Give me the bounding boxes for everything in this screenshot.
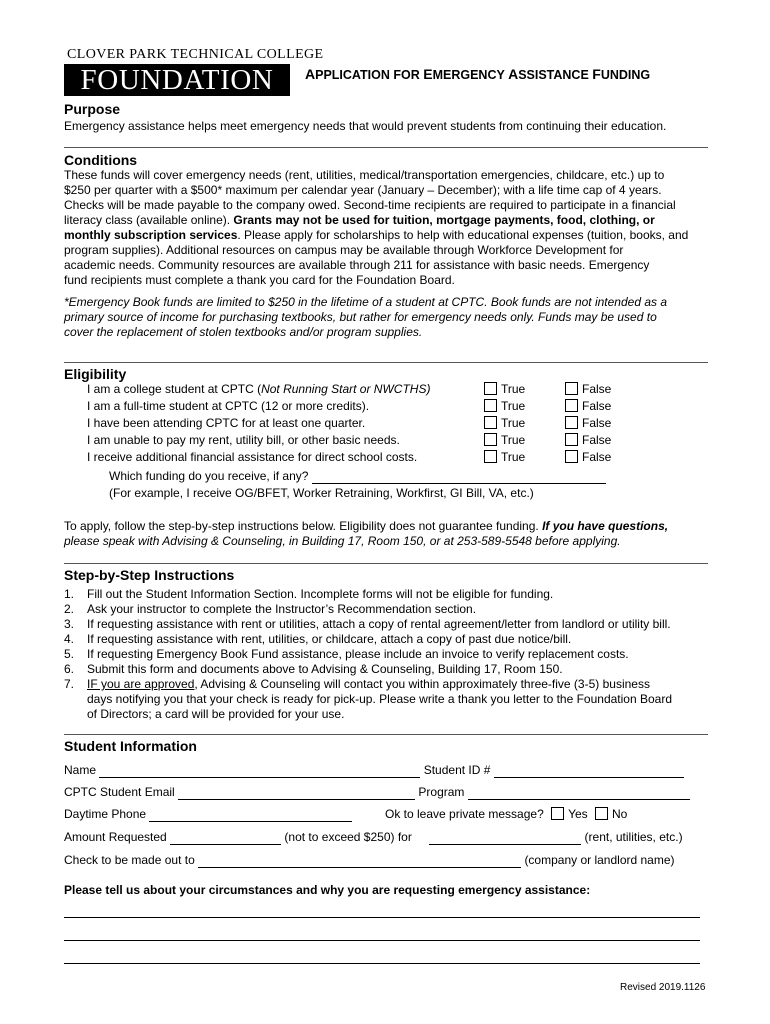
student-info-heading: Student Information [64, 738, 197, 754]
false-option[interactable] [565, 449, 611, 466]
ok-message-label: Ok to leave private message? [385, 807, 544, 821]
conditions-line: These funds will cover emergency needs (rent, utilities, medical/transportation emergencies, childcare, etc.) up to [64, 168, 665, 182]
title-a-rest: PPLICATION FOR [315, 68, 424, 82]
note-line: cover the replacement of stolen textbooks and/or program supplies. [64, 325, 423, 339]
eligibility-row [87, 449, 687, 466]
false-label: False [582, 450, 612, 464]
step7-line: of Directors; a card will be provided for your use. [87, 707, 345, 721]
purpose-heading: Purpose [64, 101, 121, 117]
true-checkbox[interactable] [484, 416, 497, 429]
conditions-line5-bold: monthly subscription services [64, 228, 238, 242]
page-title [305, 66, 650, 82]
conditions-line: academic needs. Community resources are available through 211 for assistance with basic needs. Emergency [64, 258, 650, 272]
which-funding-label: Which funding do you receive, if any? [109, 469, 309, 483]
program-label: Program [418, 785, 465, 799]
program-field[interactable] [468, 787, 690, 800]
false-checkbox[interactable] [565, 399, 578, 412]
step-text [87, 677, 707, 722]
step7-rest: , Advising & Counseling will contact you within approximately three-five (3-5) business [194, 677, 650, 691]
email-label: CPTC Student Email [64, 785, 175, 799]
conditions-line4-bold: Grants may not be used for tuition, mortgage payments, food, clothing, or [233, 213, 655, 227]
statement-pre: I am a college student at CPTC ( [87, 382, 262, 396]
yes-checkbox[interactable] [551, 807, 564, 820]
no-checkbox[interactable] [595, 807, 608, 820]
step-number: 5. [64, 647, 75, 661]
title-a2-rest: SSISTANCE [518, 68, 593, 82]
conditions-line: program supplies). Additional resources on campus may be available through Workforce Development for [64, 243, 624, 257]
title-a: A [305, 66, 316, 82]
conditions-line: Checks will be made payable to the company owed. Second-time recipients are required to participate in a financial [64, 198, 676, 212]
title-f: F [592, 66, 601, 82]
step7-line: days notifying you that your check is ready for pick-up. Please write a thank you letter to the Foundation Board [87, 692, 672, 706]
company-landlord-text: (company or landlord name) [524, 853, 675, 867]
conditions-line: fund recipients must complete a thank you card for the Foundation Board. [64, 273, 455, 287]
step-text: Submit this form and documents above to Advising & Counseling, Building 17, Room 150. [87, 662, 563, 676]
true-checkbox[interactable] [484, 433, 497, 446]
true-option[interactable] [484, 432, 525, 449]
false-option[interactable] [565, 398, 611, 415]
payee-field[interactable] [198, 855, 521, 868]
which-funding-input[interactable] [312, 471, 606, 484]
true-label: True [501, 416, 526, 430]
step-text: If requesting Emergency Book Fund assistance, please include an invoice to verify replacement costs. [87, 647, 629, 661]
funding-example: (For example, I receive OG/BFET, Worker Retraining, Workfirst, GI Bill, VA, etc.) [109, 486, 534, 500]
title-a2: A [508, 66, 519, 82]
title-f-rest: UNDING [600, 68, 651, 82]
apply-bold: If you have questions, [542, 519, 669, 533]
amount-label: Amount Requested [64, 830, 167, 844]
amount-row [64, 829, 683, 845]
false-label: False [582, 399, 612, 413]
false-option[interactable] [565, 432, 611, 449]
eligibility-statement [87, 382, 430, 396]
phone-field[interactable] [149, 809, 352, 822]
divider [64, 147, 708, 148]
email-field[interactable] [178, 787, 415, 800]
step-item [64, 677, 704, 722]
true-option[interactable] [484, 415, 525, 432]
conditions-line: $250 per quarter with a $500* maximum per calendar year (January – December); with a life time cap of 4 years. [64, 183, 662, 197]
apply-pre: To apply, follow the step-by-step instructions below. Eligibility does not guarantee funding. [64, 519, 543, 533]
purpose-text: Emergency assistance helps meet emergency needs that would prevent students from continuing their education. [64, 119, 667, 133]
step-number: 1. [64, 587, 75, 601]
step-number: 3. [64, 617, 75, 631]
true-option[interactable] [484, 381, 525, 398]
step-number: 2. [64, 602, 75, 616]
step-text: Ask your instructor to complete the Instructor’s Recommendation section. [87, 602, 477, 616]
true-label: True [501, 450, 526, 464]
true-label: True [501, 399, 526, 413]
name-label: Name [64, 763, 97, 777]
college-name: CLOVER PARK TECHNICAL COLLEGE [67, 47, 324, 62]
step-number: 4. [64, 632, 75, 646]
divider [64, 362, 708, 363]
foundation-logo: FOUNDATION [64, 64, 290, 96]
eligibility-row [87, 398, 687, 415]
steps-heading: Step-by-Step Instructions [64, 567, 235, 583]
false-option[interactable] [565, 381, 611, 398]
phone-row [64, 806, 704, 822]
eligibility-statement: I am unable to pay my rent, utility bill, or other basic needs. [87, 433, 400, 447]
eligibility-row [87, 415, 687, 432]
step7-underline: IF you are approved [87, 677, 195, 691]
false-checkbox[interactable] [565, 416, 578, 429]
circumstances-line[interactable] [64, 917, 700, 918]
note-line: primary source of income for purchasing textbooks, but rather for emergency needs only. Funds may be used to [64, 310, 657, 324]
apply-line [64, 519, 724, 534]
amount-field[interactable] [170, 832, 281, 845]
which-funding-row [109, 468, 606, 484]
false-option[interactable] [565, 415, 611, 432]
student-id-label: Student ID # [423, 763, 491, 777]
conditions-text [64, 168, 714, 288]
name-field[interactable] [99, 765, 420, 778]
false-label: False [582, 433, 612, 447]
rent-etc-text: (rent, utilities, etc.) [584, 830, 683, 844]
conditions-line [64, 228, 714, 243]
step-text: If requesting assistance with rent or utilities, attach a copy of rental agreement/letter from landlord or utility bill. [87, 617, 671, 631]
email-row [64, 784, 690, 800]
true-label: True [501, 433, 526, 447]
step-text: Fill out the Student Information Section. Incomplete forms will not be eligible for funding. [87, 587, 554, 601]
note-line: *Emergency Book funds are limited to $250 in the lifetime of a student at CPTC. Book funds are not intended as a [64, 295, 668, 309]
check-row [64, 852, 675, 868]
eligibility-heading: Eligibility [64, 366, 127, 382]
no-label: No [612, 807, 628, 821]
student-id-field[interactable] [494, 765, 684, 778]
title-e: E [423, 66, 433, 82]
ok-message-group [385, 806, 627, 822]
purpose-field[interactable] [429, 832, 581, 845]
check-label: Check to be made out to [64, 853, 195, 867]
phone-label: Daytime Phone [64, 807, 147, 821]
apply-note [64, 519, 724, 549]
false-checkbox[interactable] [565, 433, 578, 446]
conditions-heading: Conditions [64, 152, 138, 168]
divider [64, 563, 708, 564]
conditions-line5-post: . Please apply for scholarships to help with educational expenses (tuition, books, and [237, 228, 689, 242]
eligibility-row [87, 381, 687, 398]
false-checkbox[interactable] [565, 382, 578, 395]
title-e-rest: MERGENCY [432, 68, 509, 82]
step-number: 7. [64, 677, 75, 691]
true-label: True [501, 382, 526, 396]
divider [64, 734, 708, 735]
false-label: False [582, 382, 612, 396]
conditions-line4-pre: literacy class (available online). [64, 213, 234, 227]
name-row [64, 762, 684, 778]
false-checkbox[interactable] [565, 450, 578, 463]
revised-date: Revised 2019.1126 [620, 982, 706, 993]
eligibility-row [87, 432, 687, 449]
true-option[interactable] [484, 398, 525, 415]
step-number: 6. [64, 662, 75, 676]
book-funds-note [64, 295, 724, 340]
true-option[interactable] [484, 449, 525, 466]
apply-line: please speak with Advising & Counseling, in Building 17, Room 150, or at 253-589-5548 before applying. [64, 534, 621, 548]
circumstances-line[interactable] [64, 940, 700, 941]
true-checkbox[interactable] [484, 399, 497, 412]
circumstances-line[interactable] [64, 963, 700, 964]
true-checkbox[interactable] [484, 382, 497, 395]
statement-italic: Not Running Start or NWCTHS) [261, 382, 431, 396]
circumstances-prompt: Please tell us about your circumstances and why you are requesting emergency assistance: [64, 883, 591, 897]
false-label: False [582, 416, 612, 430]
not-exceed-text: (not to exceed $250) for [284, 830, 412, 844]
true-checkbox[interactable] [484, 450, 497, 463]
conditions-line [64, 213, 714, 228]
step-text: If requesting assistance with rent, utilities, or childcare, attach a copy of past due notice/bill. [87, 632, 572, 646]
step7-line [87, 677, 707, 692]
yes-label: Yes [568, 807, 588, 821]
eligibility-statement: I receive additional financial assistance for direct school costs. [87, 450, 418, 464]
eligibility-statement: I am a full-time student at CPTC (12 or more credits). [87, 399, 370, 413]
eligibility-statement: I have been attending CPTC for at least one quarter. [87, 416, 366, 430]
